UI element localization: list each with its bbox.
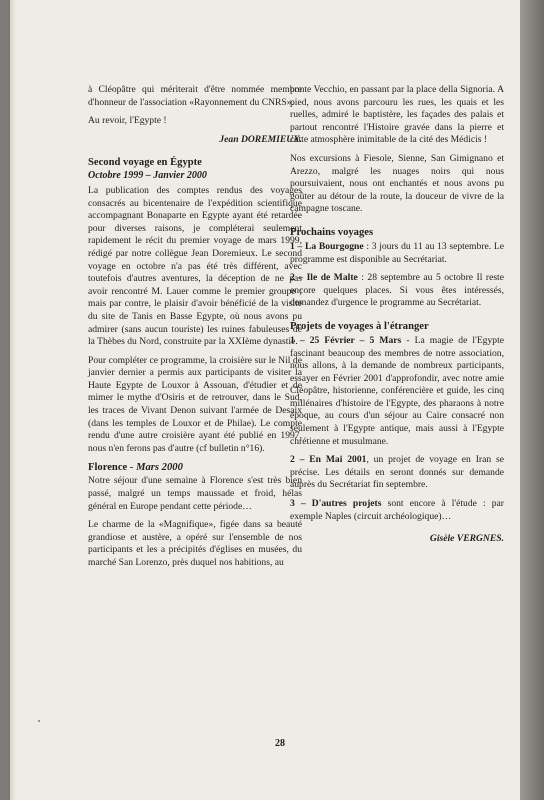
florence-paragraph-2: Le charme de la «Magnifique», figée dans sa beauté grandiose et austère, a opéré sur l'ensemble de nos participants et les a précipités d'églises en musées, du marché San Lorenzo, près duquel nos habitions, au [88, 519, 302, 568]
florence-paragraph-1: Notre séjour d'une semaine à Florence s'est très bien passé, malgré un temps maussade et froid, hélas général en Europe pendant cette période… [88, 475, 302, 512]
projet-1 [290, 335, 504, 448]
prochain-voyage-2 [290, 272, 504, 310]
projet-3-text: sont encore à l'étude : par exemple Naples (circuit archéologique)… [290, 498, 504, 522]
egypte-paragraph-2: Pour compléter ce programme, la croisière sur le Nil de janvier dernier a permis aux participants de visiter la Haute Egypte de Louxor à Assouan, d'étudier et de mimer le mythe d'Osiris et de retrouver, dans le Sud, les traces de Vivant Denon suivant l'armée de Desaix (dans les temples de Louxor et de Philae). Le compte rendu d'une autre croisière ayant été publié en 1997, nous n'en ferons pas d'autre (cf bulletin n°16). [88, 354, 302, 454]
florence-paragraph-4: Nos excursions à Fiesole, Sienne, San Gimignano et Arezzo, malgré les nuages noirs qui nous poursuivaient, nous ont enchantés et nous avons pu goûter au détour de la route, la douceur de vivre de la campagne toscane. [290, 152, 504, 215]
section-subtitle-egypte: Octobre 1999 – Janvier 2000 [88, 170, 207, 182]
projet-1-lead: 1 – 25 Février – 5 Mars [290, 334, 402, 346]
projet-1-text: - La magie de l'Egypte fascinant beaucoup des membres de notre association, nous allons, à la demande de nombreux participants, essayer en Février 2001 d'approfondir, avec notre amie Cléopâtre, historienne, conférencière et guide, les cinq millénaires d'histoire de l'Egypte, des pharaons à notre époque, au cours d'un séjour au Caire consacré non seulement à l'Egypte antique, mais aussi à l'Egypte chrétienne et musulmane. [290, 334, 504, 447]
section-title-projets: Projets de voyages à l'étranger [290, 320, 429, 332]
florence-paragraph-3: ponte Vecchio, en passant par la place della Signoria. A pied, nous avons parcouru les rues, les quais et les ruelles, admiré le baptistère, les façades des palais et partout rencontré l'Histoire gravée dans la pierre et cette atmosphère inimitable de la cité des Médicis ! [290, 84, 504, 146]
page-binding-shadow [10, 0, 16, 800]
florence-title: Florence [88, 462, 128, 474]
projet-3-lead: 3 – D'autres projets [290, 498, 382, 510]
projet-3 [290, 498, 504, 523]
goodbye-line: Au revoir, l'Egypte ! [88, 115, 167, 127]
section-title-prochains: Prochains voyages [290, 226, 374, 238]
scan-speck [38, 720, 40, 722]
page-edge [520, 0, 544, 800]
prochain-voyage-2-text: : 28 septembre au 5 octobre Il reste encore quelques places. Si vous êtes intéressés, demandez d'urgence le programme au Secrétariat. [290, 272, 504, 309]
intro-paragraph: à Cléopâtre qui mériterait d'être nommée membre d'honneur de l'association «Rayonnement du CNRS». [88, 84, 302, 108]
egypte-paragraph-1: La publication des comptes rendus des voyages consacrés au bicentenaire de l'expédition scientifique accompagnant Bonaparte en Egypte ayant été retardée pour diverses raisons, je compléterai seulement rapidement le récit du premier voyage de mars 1999, rédigé par notre collègue Jean Doremieux. Le second voyage en octobre n'a pas été très différent, avec toutefois d'autres aventures, la déception de ne pas avoir rencontré M. Lauer comme le premier groupe ; mais par contre, le plaisir d'avoir bénéficié de la visite du site de Tanis en Basse Egypte, où nous avons pu admirer (sans aucun touriste) les ruines fabuleuses de la Thèbes du Nord, construite par la XXIème dynastie. [88, 184, 302, 348]
prochain-voyage-2-lead: 2 – Ile de Malte [290, 272, 358, 284]
signature-vergnes: Gisèle VERGNES. [429, 533, 504, 545]
section-title-florence [88, 461, 302, 474]
left-column [88, 84, 302, 576]
projet-2 [290, 454, 504, 492]
right-column [290, 84, 504, 546]
prochain-voyage-1-text: : 3 jours du 11 au 13 septembre. Le programme est disponible au Secrétariat. [290, 240, 504, 265]
prochain-voyage-1-lead: 1 – La Bourgogne [290, 240, 364, 252]
projet-2-lead: 2 – En Mai 2001 [290, 454, 367, 466]
florence-date: - Mars 2000 [129, 462, 183, 474]
section-title-egypte: Second voyage en Égypte [88, 157, 202, 169]
prochain-voyage-1 [290, 241, 504, 266]
page-number: 28 [275, 738, 285, 749]
projet-2-text: , un projet de voyage en Iran se précise. Les détails en seront donnés sur demande auprès du Secrétariat fin septembre. [290, 454, 504, 491]
signature-doremieux: Jean DOREMIEUX. [219, 133, 302, 145]
